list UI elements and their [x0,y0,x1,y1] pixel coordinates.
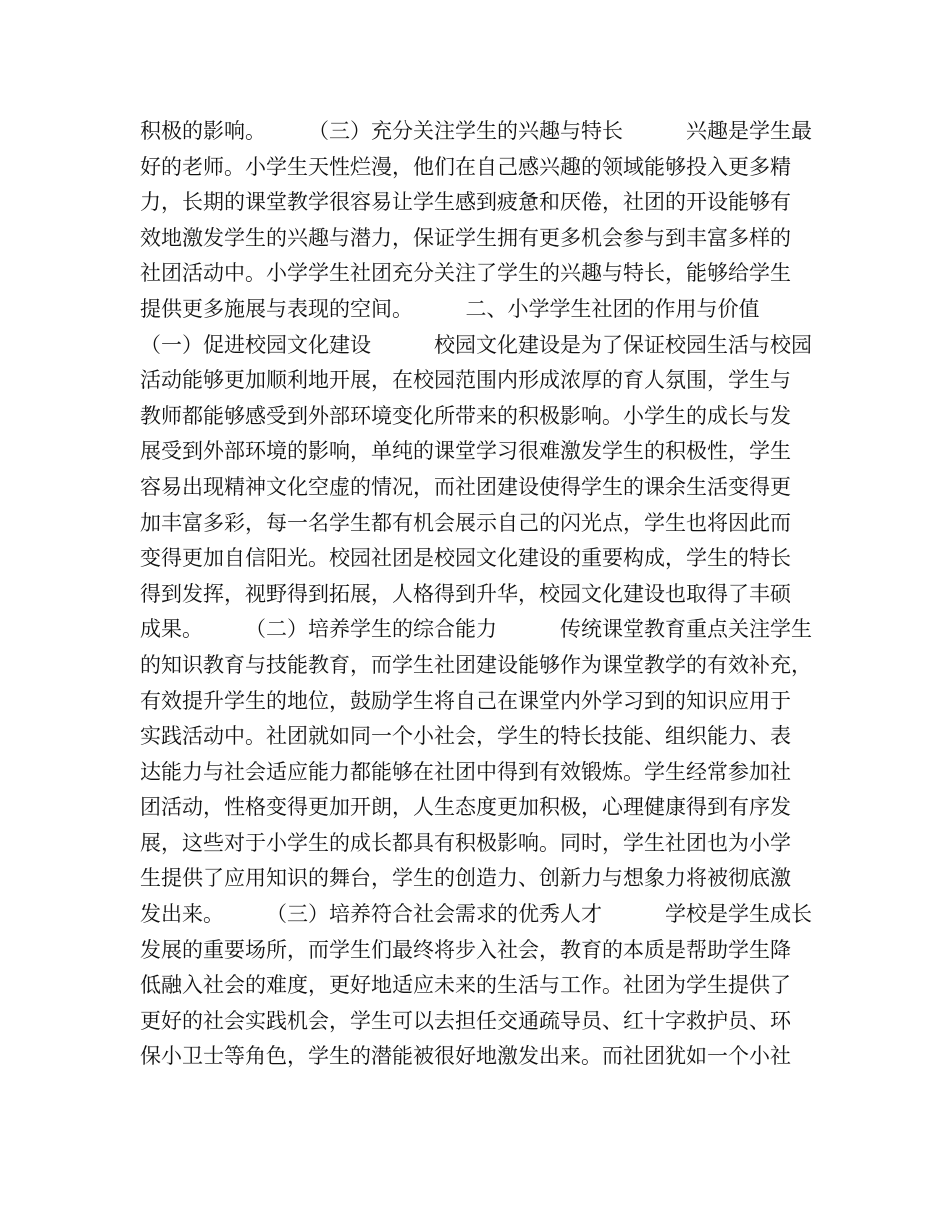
text-line: 展受到外部环境的影响，单纯的课堂学习很难激发学生的积极性，学生 [140,439,791,464]
text-line: 教师都能够感受到外部环境变化所带来的积极影响。小学生的成长与发 [140,403,791,428]
text-line: 发展的重要场所，而学生们最终将步入社会，教育的本质是帮助学生降 [140,937,791,962]
text-line: 力，长期的课堂教学很容易让学生感到疲惫和厌倦，社团的开设能够有 [140,190,791,215]
text-line: 效地激发学生的兴趣与潜力，保证学生拥有更多机会参与到丰富多样的 [140,225,791,250]
text-line: 达能力与社会适应能力都能够在社团中得到有效锻炼。学生经常参加社 [140,759,791,784]
text-line: 成果。 （二）培养学生的综合能力 传统课堂教育重点关注学生 [140,617,812,642]
text-line: 有效提升学生的地位，鼓励学生将自己在课堂内外学习到的知识应用于 [140,688,791,713]
text-line: 保小卫士等角色，学生的潜能被很好地激发出来。而社团犹如一个小社 [140,1044,791,1069]
text-line: 低融入社会的难度，更好地适应未来的生活与工作。社团为学生提供了 [140,973,791,998]
text-line: 得到发挥，视野得到拓展，人格得到升华，校园文化建设也取得了丰硕 [140,581,791,606]
body-text [140,114,840,1075]
text-line: 社团活动中。小学学生社团充分关注了学生的兴趣与特长，能够给学生 [140,261,791,286]
text-line: 好的老师。小学生天性烂漫，他们在自己感兴趣的领域能够投入更多精 [140,154,791,179]
text-line: 容易出现精神文化空虚的情况，而社团建设使得学生的课余生活变得更 [140,474,791,499]
text-line: 生提供了应用知识的舞台，学生的创造力、创新力与想象力将被彻底激 [140,866,791,891]
text-line: 展，这些对于小学生的成长都具有积极影响。同时，学生社团也为小学 [140,830,791,855]
text-line: 团活动，性格变得更加开朗，人生态度更加积极，心理健康得到有序发 [140,795,791,820]
text-line: 提供更多施展与表现的空间。 二、小学学生社团的作用与价值 [140,296,760,321]
text-line: 积极的影响。 （三）充分关注学生的兴趣与特长 兴趣是学生最 [140,119,812,143]
text-line: 活动能够更加顺利地开展，在校园范围内形成浓厚的育人氛围，学生与 [140,368,791,393]
text-line: 变得更加自信阳光。校园社团是校园文化建设的重要构成，学生的特长 [140,546,791,571]
text-line: 更好的社会实践机会，学生可以去担任交通疏导员、红十字救护员、环 [140,1008,791,1033]
text-line: （一）促进校园文化建设 校园文化建设是为了保证校园生活与校园 [140,332,812,357]
text-line: 加丰富多彩，每一名学生都有机会展示自己的闪光点，学生也将因此而 [140,510,791,535]
text-line: 的知识教育与技能教育，而学生社团建设能够作为课堂教学的有效补充， [140,652,812,677]
text-line: 发出来。 （三）培养符合社会需求的优秀人才 学校是学生成长 [140,902,812,927]
text-line: 实践活动中。社团就如同一个小社会，学生的特长技能、组织能力、表 [140,724,791,749]
